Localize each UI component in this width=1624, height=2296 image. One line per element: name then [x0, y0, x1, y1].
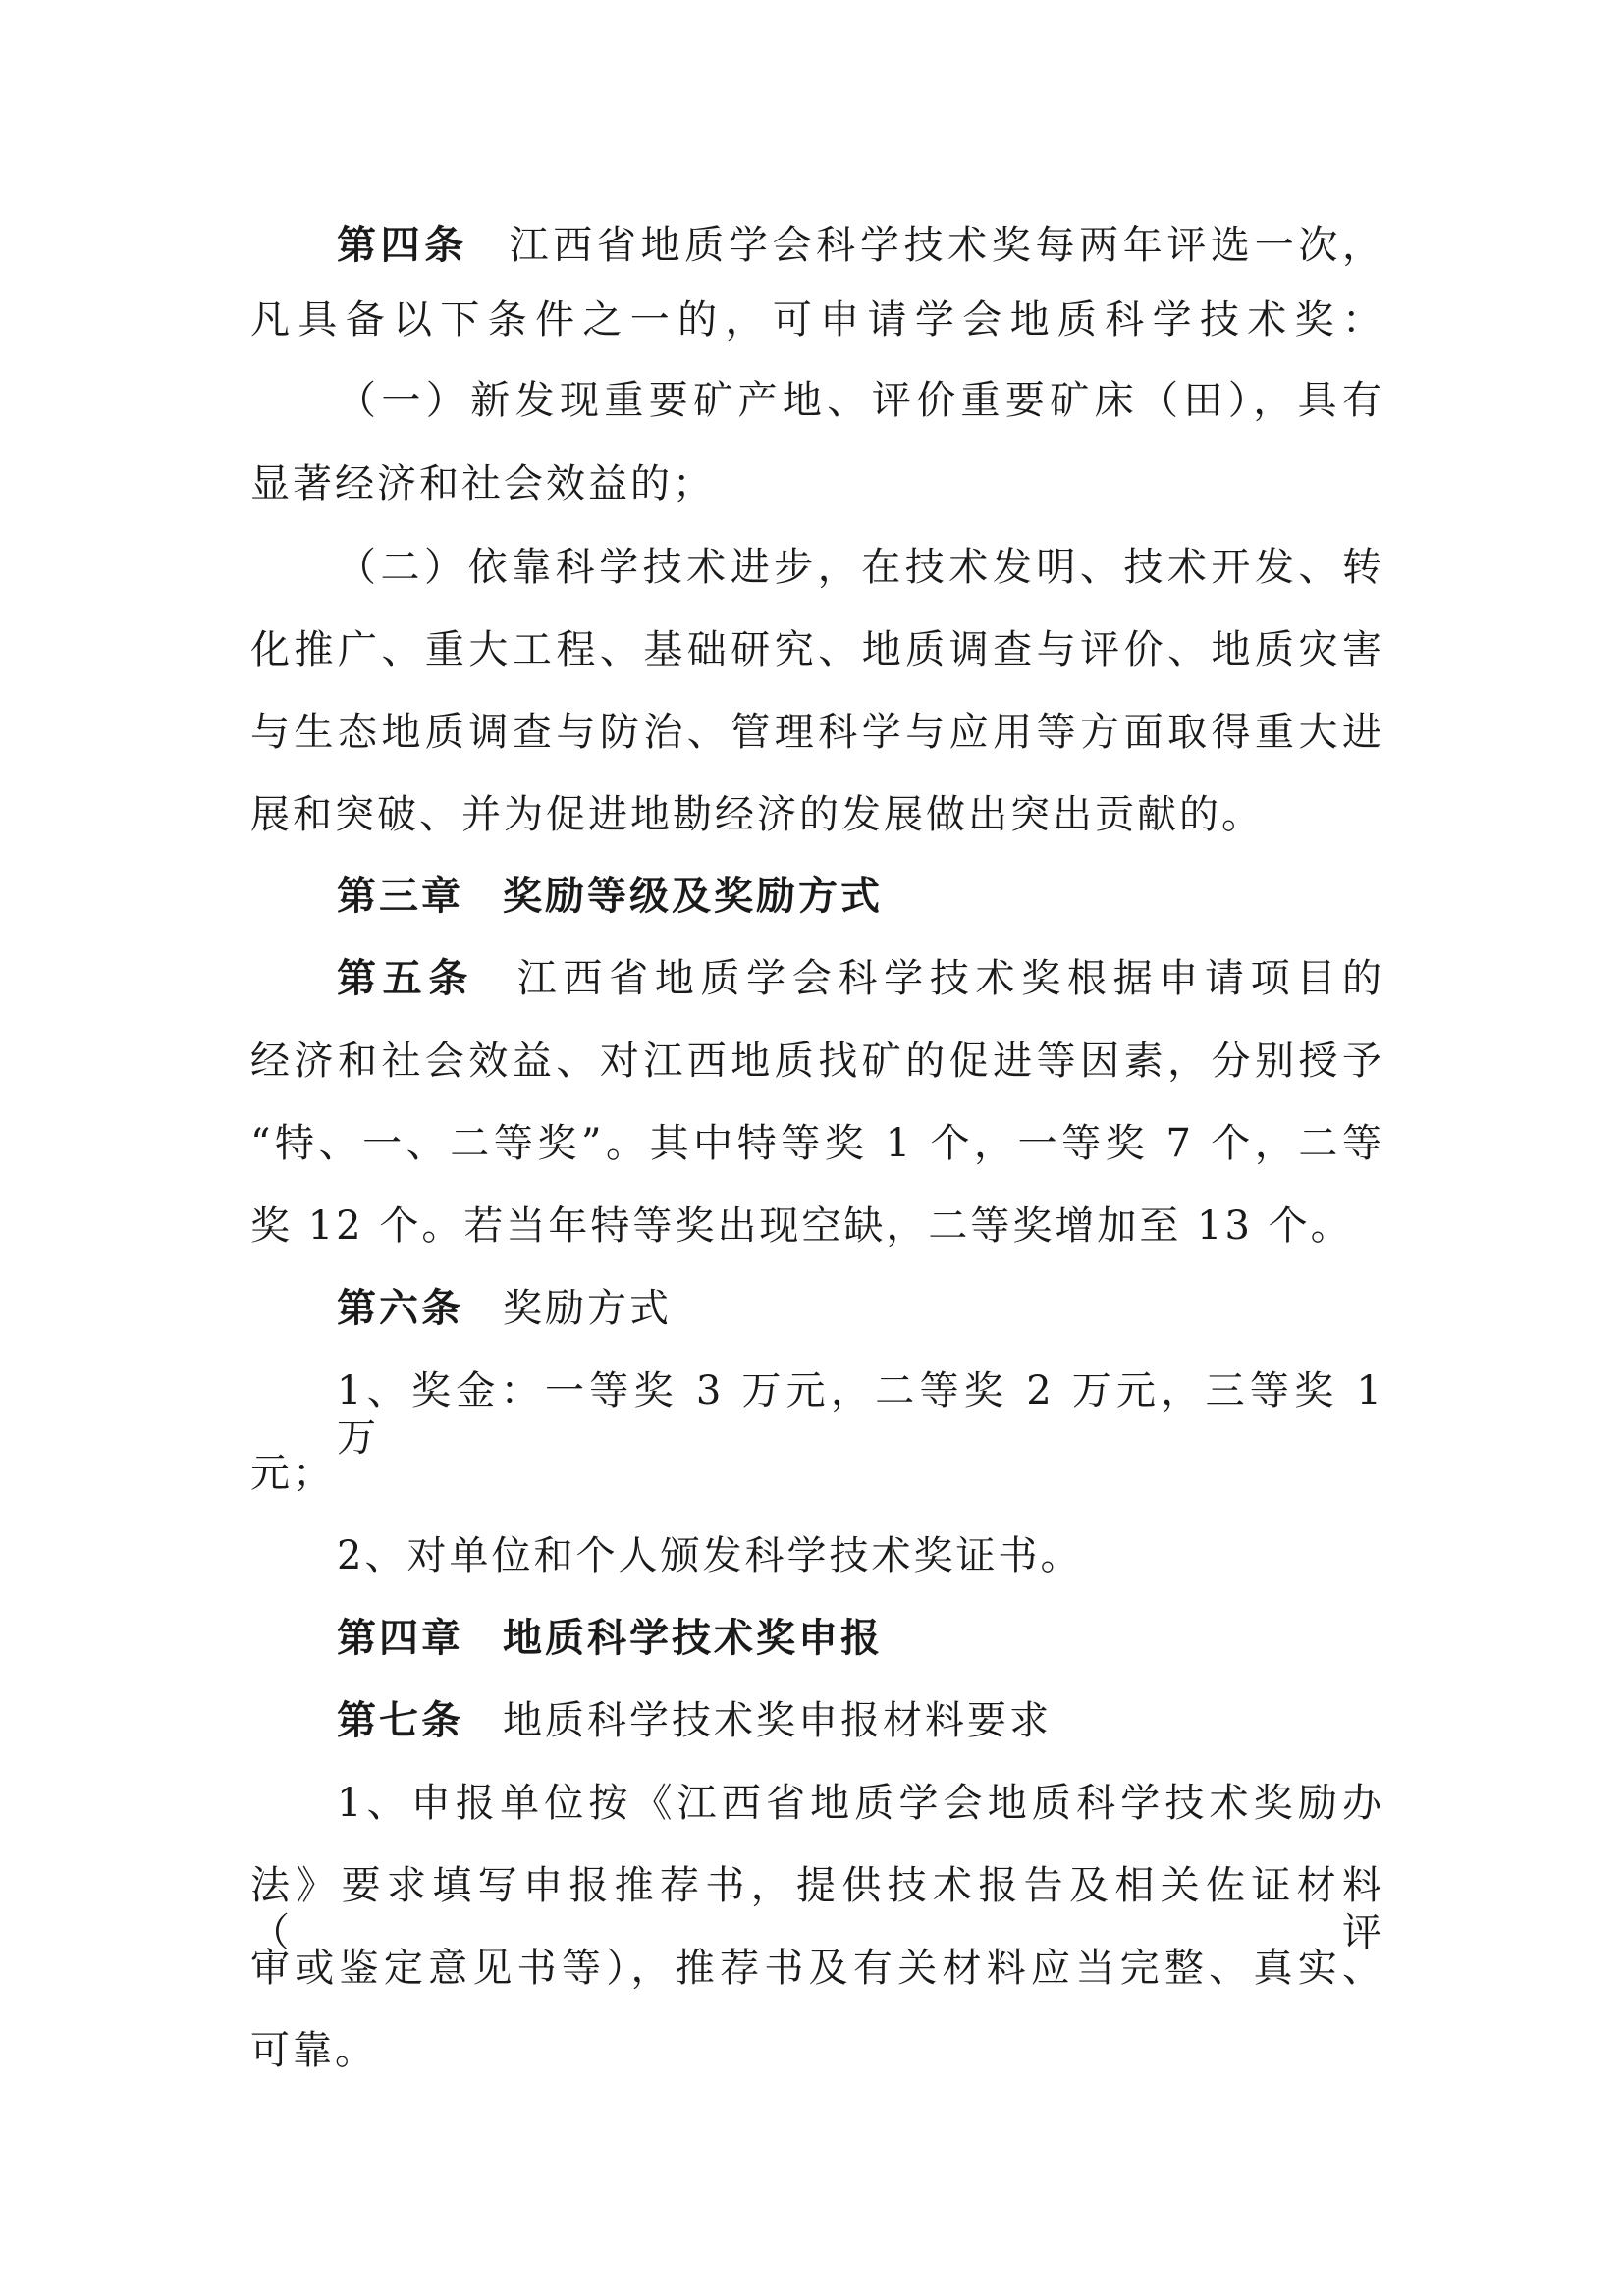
- article-4-line-2: 凡具备以下条件之一的，可申请学会地质科学技术奖：: [250, 297, 1384, 343]
- article-6-item-1-line-1: 1、奖金：一等奖 3 万元，二等奖 2 万元，三等奖 1 万: [337, 1368, 1384, 1461]
- chapter-4-heading: [337, 1615, 1384, 1662]
- article-7-item-1-line-4: 可靠。: [250, 2028, 377, 2073]
- article-5-line-2: 经济和社会效益、对江西地质找矿的促进等因素，分别授予: [250, 1039, 1384, 1084]
- article-7-text: 地质科学技术奖申报材料要求: [503, 1698, 1052, 1743]
- article-4-line-1: [337, 222, 1384, 269]
- article-5-line-1: [337, 955, 1384, 1002]
- clause-2-line-4: 展和突破、并为促进地勘经济的发展做出突出贡献的。: [250, 792, 1264, 837]
- chapter-3-heading: [337, 873, 1384, 920]
- article-5-text: 江西省地质学会科学技术奖根据申请项目的: [514, 956, 1385, 1001]
- article-7-item-1-line-3: 审或鉴定意见书等），推荐书及有关材料应当完整、真实、: [250, 1946, 1384, 1991]
- article-6-line-1: [337, 1285, 1384, 1332]
- article-4-text: 江西省地质学会科学技术奖每两年评选一次，: [507, 223, 1385, 268]
- article-7-line-1: [337, 1697, 1384, 1744]
- document-page: [250, 0, 1384, 2296]
- clause-2-line-1: （二）依靠科学技术进步，在技术发明、技术开发、转: [337, 545, 1384, 590]
- article-7-heading: 第七条: [337, 1697, 463, 1743]
- clause-1-line-2: 显著经济和社会效益的；: [250, 461, 715, 507]
- clause-2-line-2: 化推广、重大工程、基础研究、地质调查与评价、地质灾害: [250, 627, 1384, 672]
- article-6-heading: 第六条: [337, 1285, 463, 1331]
- article-7-item-1-line-2: 法》要求填写申报推荐书，提供技术报告及相关佐证材料（评: [250, 1863, 1384, 1955]
- article-5-heading: 第五条: [337, 955, 475, 1001]
- article-6-item-1-line-2: 元；: [250, 1451, 335, 1496]
- article-6-text: 奖励方式: [503, 1286, 672, 1331]
- chapter-3-title: 奖励等级及奖励方式: [503, 873, 883, 919]
- article-7-item-1-line-1: 1、申报单位按《江西省地质学会地质科学技术奖励办: [337, 1781, 1384, 1826]
- chapter-4-title: 地质科学技术奖申报: [503, 1615, 883, 1661]
- article-6-item-2: 2、对单位和个人颁发科学技术奖证书。: [337, 1533, 1083, 1578]
- chapter-3-number: 第三章: [337, 873, 463, 919]
- clause-1-line-1: （一）新发现重要矿产地、评价重要矿床（田），具有: [337, 378, 1384, 423]
- clause-2-line-3: 与生态地质调查与防治、管理科学与应用等方面取得重大进: [250, 710, 1384, 755]
- article-4-heading: 第四条: [337, 222, 468, 268]
- article-5-line-4: 奖 12 个。若当年特等奖出现空缺，二等奖增加至 13 个。: [250, 1203, 1353, 1249]
- article-5-line-3: “特、一、二等奖”。其中特等奖 1 个，一等奖 7 个，二等: [250, 1121, 1384, 1166]
- chapter-4-number: 第四章: [337, 1615, 463, 1661]
